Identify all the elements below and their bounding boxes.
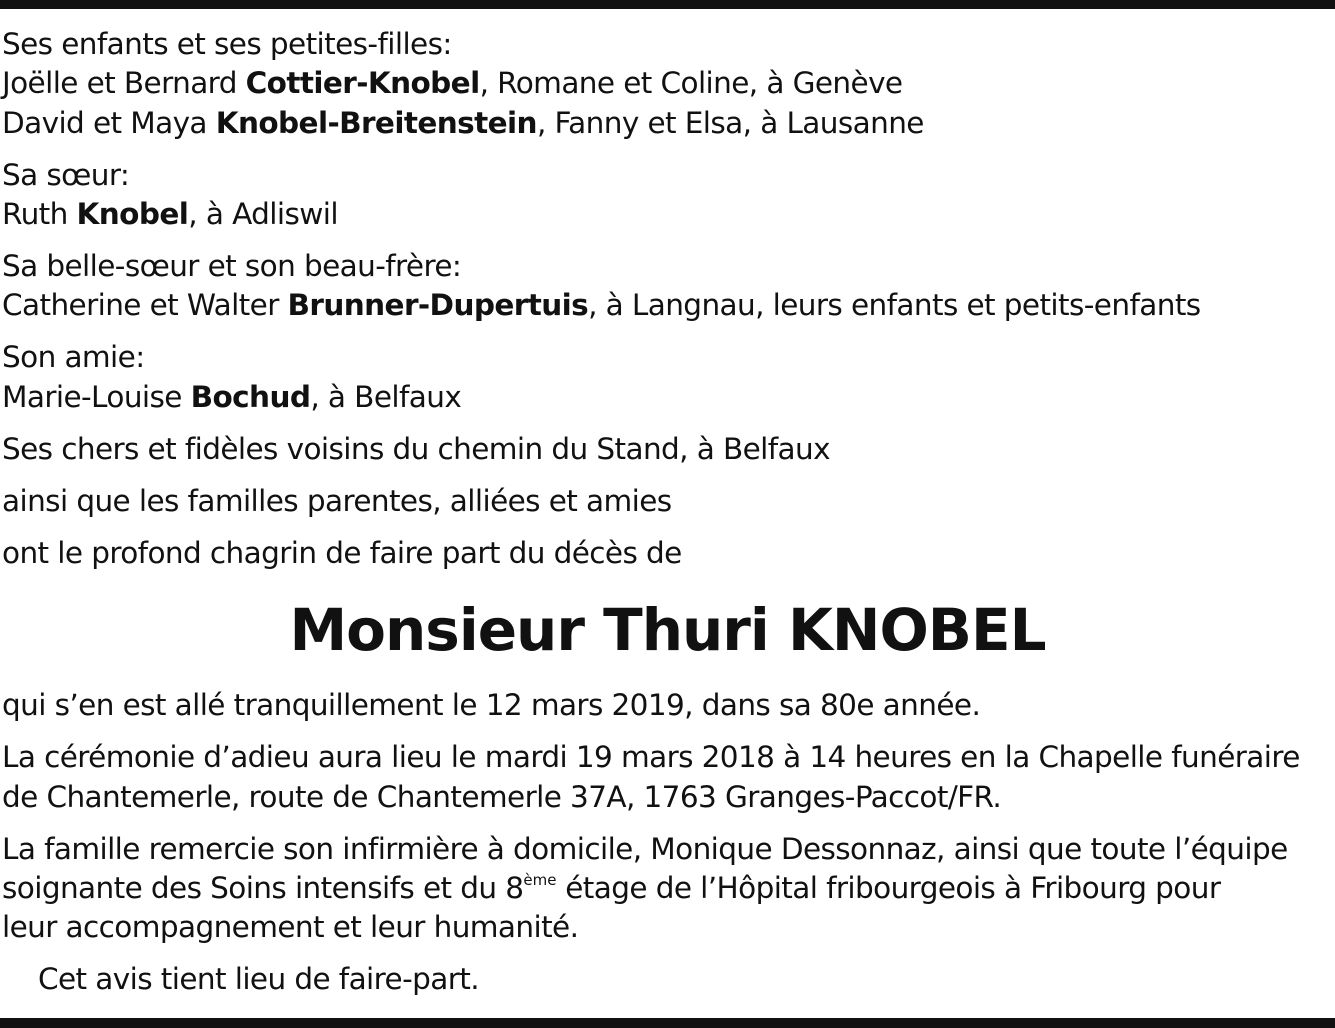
- inlaws-heading: Sa belle-sœur et son beau-frère:: [2, 249, 462, 283]
- family-name: Bochud: [190, 380, 311, 414]
- inlaws-line: Catherine et Walter Brunner-Dupertuis, à Langnau, leurs enfants et petits-enfants: [2, 288, 1201, 322]
- neighbors-line: Ses chers et fidèles voisins du chemin du Stand, à Belfaux: [2, 432, 830, 466]
- friend-heading: Son amie:: [2, 340, 145, 374]
- sister-line: Ruth Knobel, à Adliswil: [2, 197, 338, 231]
- ceremony-line-1: La cérémonie d’adieu aura lieu le mardi 19 mars 2018 à 14 heures en la Chapelle funéraire: [2, 740, 1300, 774]
- family-name: Knobel: [76, 197, 189, 231]
- top-rule: [0, 0, 1335, 9]
- deceased-name: Monsieur Thuri KNOBEL: [289, 596, 1046, 664]
- thanks-line-3: leur accompagnement et leur humanité.: [2, 910, 579, 944]
- thanks-line-1: La famille remercie son infirmière à domicile, Monique Dessonnaz, ainsi que toute l’équipe: [2, 832, 1288, 866]
- families-line: ainsi que les familles parentes, alliées et amies: [2, 484, 672, 518]
- family-name: Brunner-Dupertuis: [287, 288, 589, 322]
- death-line: qui s’en est allé tranquillement le 12 mars 2019, dans sa 80e année.: [2, 688, 981, 722]
- family-line-2: David et Maya Knobel-Breitenstein, Fanny et Elsa, à Lausanne: [2, 106, 924, 140]
- family-name: Knobel-Breitenstein: [215, 106, 537, 140]
- ceremony-line-2: de Chantemerle, route de Chantemerle 37A, 1763 Granges-Paccot/FR.: [2, 780, 1002, 814]
- closing-line: Cet avis tient lieu de faire-part.: [38, 962, 479, 996]
- children-heading: Ses enfants et ses petites-filles:: [2, 27, 452, 61]
- bottom-rule: [0, 1018, 1335, 1028]
- friend-line: Marie-Louise Bochud, à Belfaux: [2, 380, 462, 414]
- family-line-1: Joëlle et Bernard Cottier-Knobel, Romane et Coline, à Genève: [2, 66, 903, 100]
- family-name: Cottier-Knobel: [245, 66, 480, 100]
- ordinal-suffix: ème: [523, 871, 557, 889]
- thanks-line-2: soignante des Soins intensifs et du 8ème étage de l’Hôpital fribourgeois à Fribourg pour: [2, 871, 1221, 905]
- sister-heading: Sa sœur:: [2, 158, 130, 192]
- announcement-line: ont le profond chagrin de faire part du décès de: [2, 536, 682, 570]
